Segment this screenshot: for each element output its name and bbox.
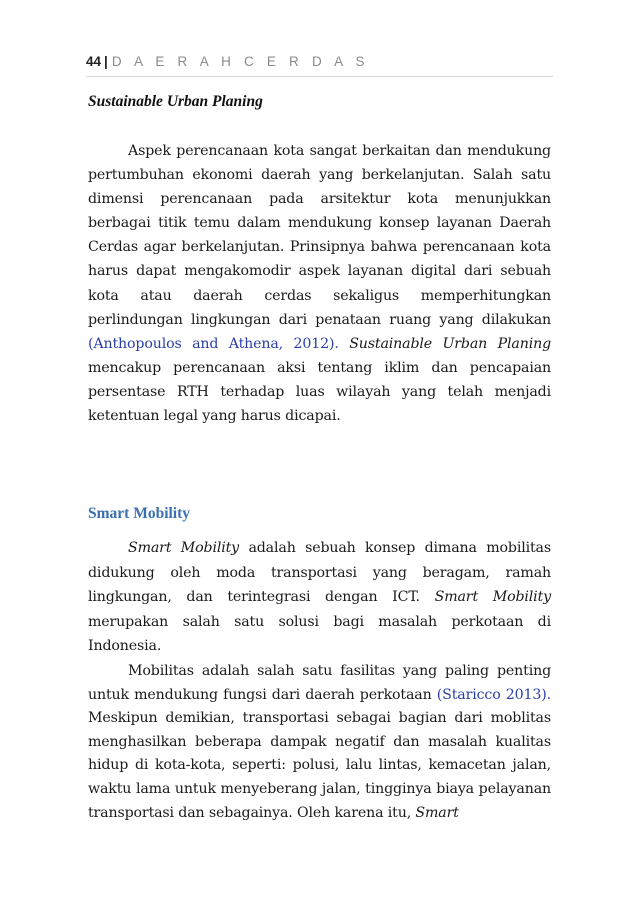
italic-term: Smart Mobility [434, 589, 551, 605]
citation-link[interactable]: (Anthopoulos and Athena, 2012). [88, 335, 339, 352]
italic-term: Smart Mobility [128, 540, 240, 556]
page-number: 44 [86, 54, 102, 69]
section-heading-sustainable-urban-planing: Sustainable Urban Planing [88, 93, 263, 110]
paragraph-text: adalah sebuah konsep dimana mobilitas didukung oleh moda transportasi yang beragam, ramah lingkungan, dan terintegrasi dengan ICT. [88, 540, 551, 605]
header-book-title: D A E R A H C E R D A S [111, 54, 370, 69]
paragraph-text: Mobilitas adalah salah satu fasilitas yang paling penting untuk mendukung fungsi dari daerah perkotaan [88, 663, 551, 703]
paragraph-text: Meskipun demikian, transportasi sebagai bagian dari moblitas menghasilkan beberapa dampak negatif dan masalah kualitas hidup di kota-kota, seperti: polusi, lalu lintas, kemacetan jalan, waktu lama untuk menyeberang jalan, tingginya biaya pelayanan transportasi dan sebagainya. Oleh karena itu, [88, 710, 551, 821]
paragraph-text: Aspek perencanaan kota sangat berkaitan dan mendukung pertumbuhan ekonomi daerah yang berkelanjutan. Salah satu dimensi perencanaan pada arsitektur kota menunjukkan berbagai titik temu dalam mendukung konsep layanan Daerah Cerdas agar berkelanjutan. Prinsipnya bahwa perencanaan kota harus dapat mengakomodir aspek layanan digital dari sebuah kota atau daerah cerdas sekaligus memperhitungkan perlindungan lingkungan dari penataan ruang yang dilakukan [88, 143, 551, 328]
paragraph-mobility-issues [88, 660, 551, 825]
section-heading-smart-mobility: Smart Mobility [88, 505, 191, 522]
paragraph-text: mencakup perencanaan aksi tentang iklim dan pencapaian persentase RTH terhadap luas wilayah yang telah menjadi ketentuan legal yang harus dicapai. [88, 359, 551, 425]
citation-link[interactable]: (Staricco 2013). [436, 686, 551, 703]
italic-term: Sustainable Urban Planing [349, 335, 551, 352]
italic-term: Smart [415, 804, 459, 821]
paragraph-text: merupakan salah satu solusi bagi masalah perkotaan di Indonesia. [88, 613, 551, 654]
running-header [86, 54, 553, 77]
paragraph-smart-mobility-definition [88, 536, 551, 659]
paragraph-urban-planning [88, 139, 551, 428]
header-separator: | [104, 54, 108, 69]
